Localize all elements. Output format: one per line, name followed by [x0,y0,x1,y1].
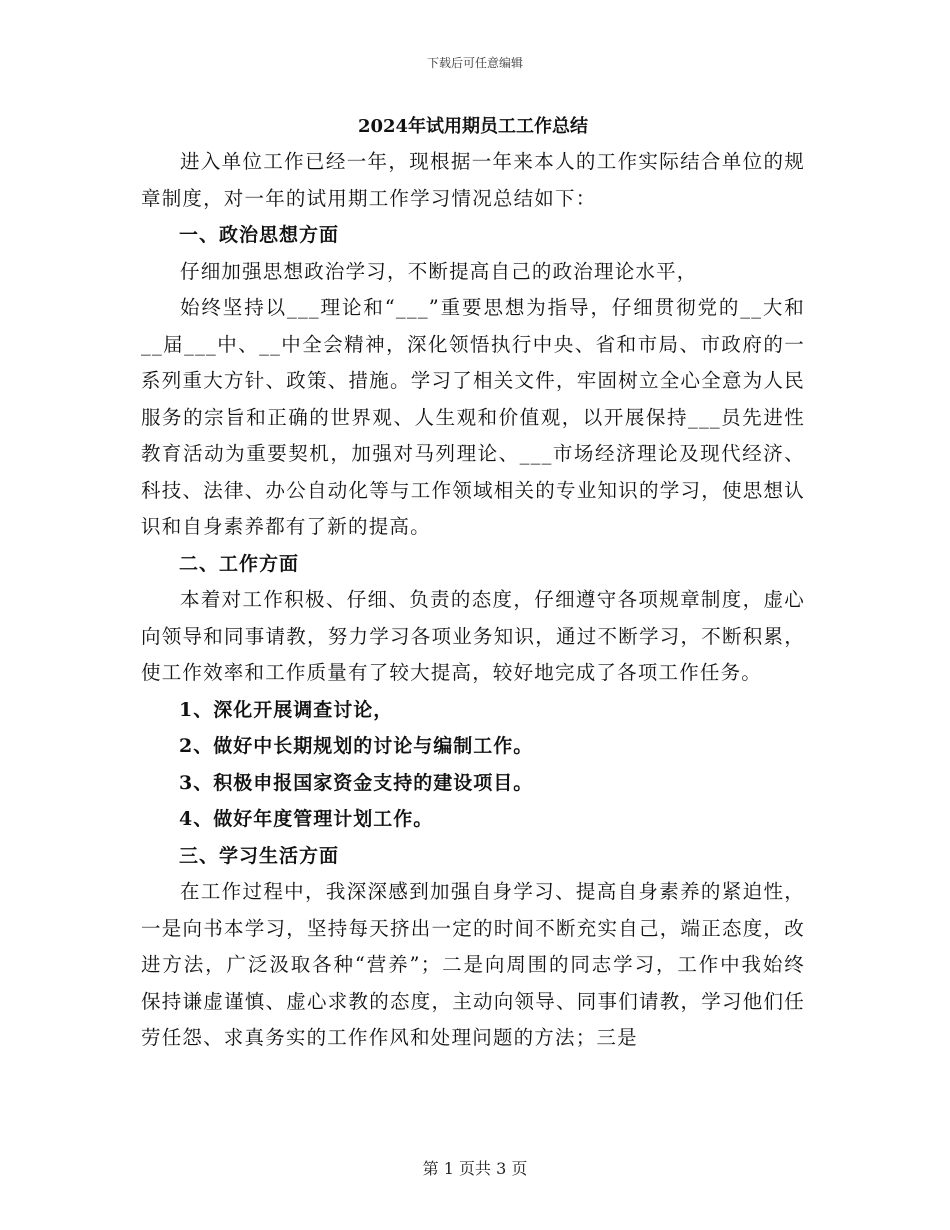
document-body [141,112,805,1057]
list-item: 1、深化开展调查讨论， [179,698,394,721]
list-item: 4、做好年度管理计划工作。 [179,808,434,830]
section-heading-political: 一、政治思想方面 [179,224,340,246]
paragraph: 始终坚持以___理论和“___”重要思想为指导，仔细贯彻党的__大和__届___中、__中全会精神，深化领悟执行中央、省和市局、市政府的一系列重大方针、政策、措施。学习了相关文件，牢固树立全心全意为人民服务的宗旨和正确的世界观、人生观和价值观，以开展保持___员先进性教育活动为重要契机，加强对马列理论、___市场经济理论及现代经济、科技、法律、办公自动化等与工作领域相关的专业知识的学习，使思想认识和自身素养都有了新的提高。 [141,296,805,538]
paragraph: 仔细加强思想政治学习，不断提高自己的政治理论水平， [180,259,698,283]
list-item: 3、积极申报国家资金支持的建设项目。 [179,771,534,794]
paragraph: 在工作过程中，我深深感到加强自身学习、提高自身素养的紧迫性，一是向书本学习，坚持每天挤出一定的时间不断充实自己，端正态度，改进方法，广泛汲取各种“营养”；二是向周围的同志学习，工作中我始终保持谦虚谨慎、虚心求教的态度，主动向领导、同事们请教，学习他们任劳任怨、求真务实的工作作风和处理问题的方法；三是 [141,880,805,1049]
page-number: 第 1 页共 3 页 [422,1159,528,1178]
list-item: 2、做好中长期规划的讨论与编制工作。 [179,735,534,757]
document-title: 2024年试用期员工工作总结 [357,116,589,137]
intro-paragraph: 进入单位工作已经一年，现根据一年来本人的工作实际结合单位的规章制度，对一年的试用期工作学习情况总结如下： [141,150,805,210]
section-heading-work: 二、工作方面 [179,552,300,575]
paragraph: 本着对工作积极、仔细、负责的态度，仔细遵守各项规章制度，虚心向领导和同事请教，努力学习各项业务知识，通过不断学习，不断积累，使工作效率和工作质量有了较大提高，较好地完成了各项工作任务。 [141,588,805,684]
section-heading-study: 三、学习生活方面 [179,844,340,867]
header-note: 下载后可任意编辑 [426,56,523,70]
